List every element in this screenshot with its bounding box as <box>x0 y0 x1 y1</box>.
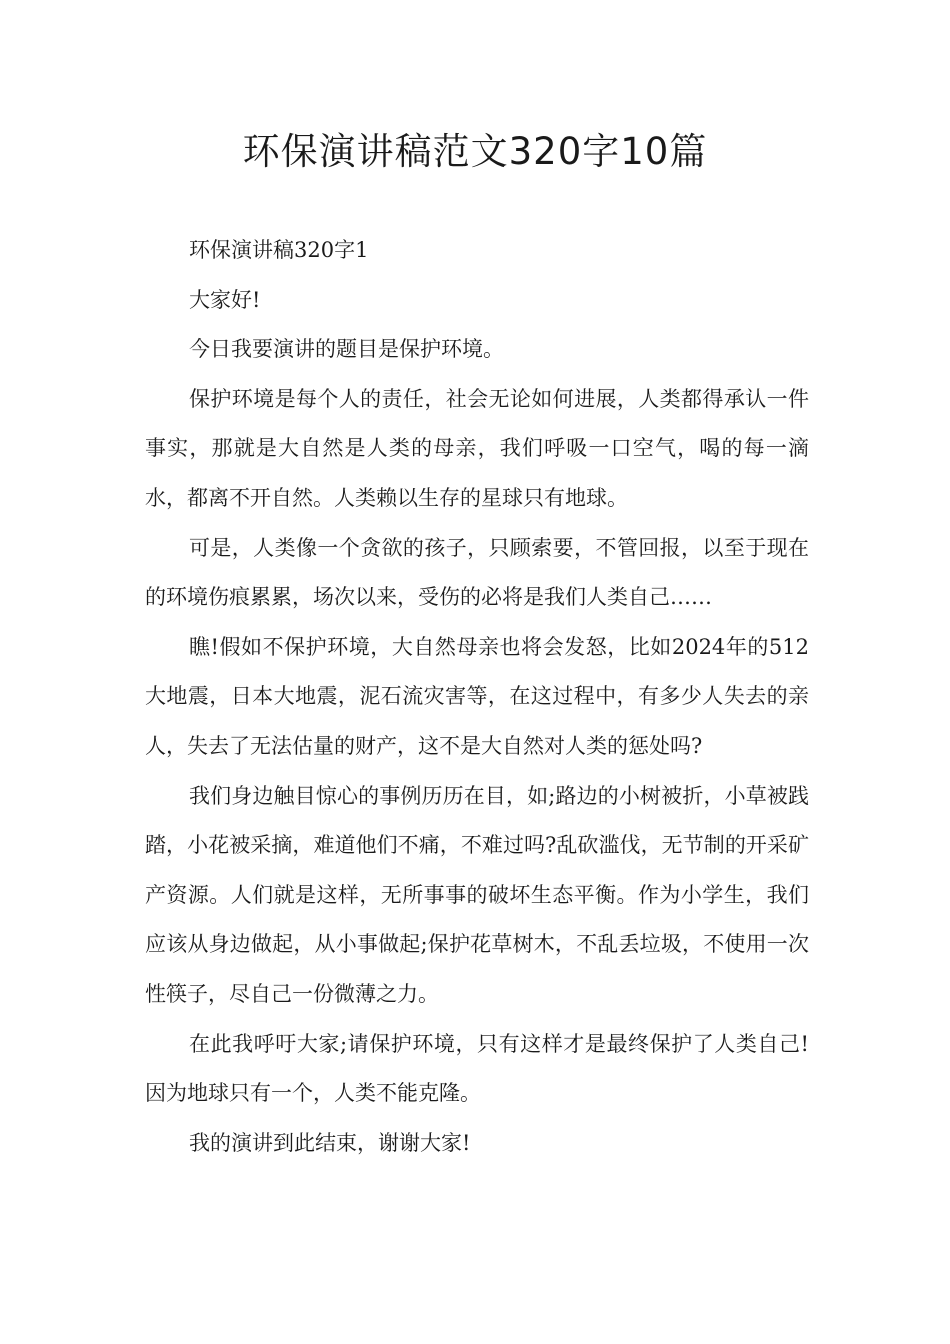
body-paragraph: 保护环境是每个人的责任，社会无论如何进展，人类都得承认一件事实，那就是大自然是人类的母亲，我们呼吸一口空气，喝的每一滴水，都离不开自然。人类赖以生存的星球只有地球。 <box>145 386 809 510</box>
closing-paragraph: 我的演讲到此结束，谢谢大家! <box>189 1130 471 1155</box>
speech-heading: 环保演讲稿320字1 <box>189 238 369 262</box>
topic-paragraph: 今日我要演讲的题目是保护环境。 <box>189 337 504 362</box>
document-title: 环保演讲稿范文320字10篇 <box>242 130 708 173</box>
body-paragraph: 可是，人类像一个贪欲的孩子，只顾索要，不管回报，以至于现在的环境伤痕累累，场次以来，受伤的必将是我们人类自己…… <box>145 535 809 610</box>
document-body <box>145 226 809 1168</box>
greeting-paragraph: 大家好! <box>189 287 261 312</box>
body-paragraph: 我们身边触目惊心的事例历历在目，如;路边的小树被折，小草被践踏，小花被采摘，难道他们不痛，不难过吗?乱砍滥伐，无节制的开采矿产资源。人们就是这样，无所事事的破坏生态平衡。作为小学生，我们应该从身边做起，从小事做起;保护花草树木，不乱丢垃圾，不使用一次性筷子，尽自己一份微薄之力。 <box>145 783 809 1006</box>
appeal-paragraph: 在此我呼吁大家;请保护环境，只有这样才是最终保护了人类自己!因为地球只有一个，人类不能克隆。 <box>145 1031 809 1106</box>
body-paragraph: 瞧!假如不保护环境，大自然母亲也将会发怒，比如2024年的512大地震，日本大地震，泥石流灾害等，在这过程中，有多少人失去的亲人，失去了无法估量的财产，这不是大自然对人类的惩处吗? <box>145 634 809 758</box>
